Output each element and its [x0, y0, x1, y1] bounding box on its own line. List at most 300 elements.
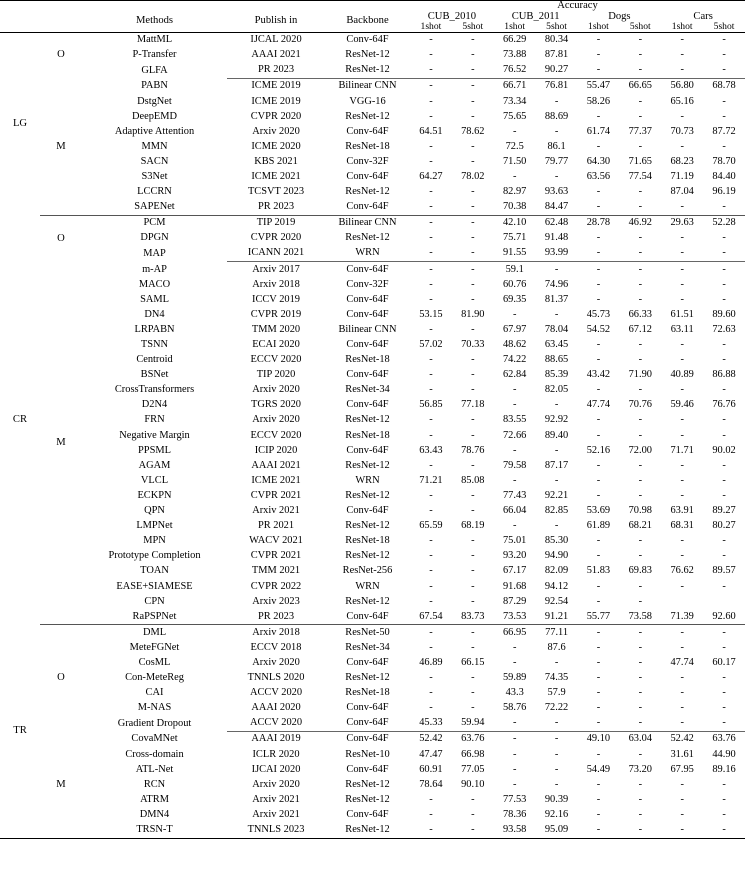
- table-row: [0, 48, 745, 63]
- accuracy-value: -: [638, 641, 643, 653]
- backbone-name: ResNet-12: [345, 64, 390, 76]
- accuracy-value: 68.31: [670, 520, 694, 532]
- accuracy-value: -: [596, 263, 601, 275]
- accuracy-value: -: [429, 34, 433, 46]
- accuracy-value: -: [638, 278, 643, 290]
- backbone-name: Bilinear CNN: [338, 217, 397, 229]
- method-name: DN4: [144, 308, 165, 320]
- publish-venue: PR 2023: [257, 201, 295, 213]
- publish-venue: Arxiv 2018: [252, 278, 300, 290]
- accuracy-value: -: [722, 672, 726, 684]
- publish-venue: IJCAI 2020: [251, 763, 301, 775]
- method-name: CPN: [144, 595, 165, 607]
- publish-venue: Arxiv 2021: [252, 808, 300, 820]
- accuracy-value: 59.46: [670, 399, 694, 411]
- accuracy-value: 66.95: [502, 626, 527, 638]
- group-label-lg: LG: [12, 117, 28, 129]
- accuracy-value: -: [638, 595, 643, 607]
- accuracy-value: -: [638, 656, 643, 668]
- accuracy-value: 62.48: [544, 217, 569, 229]
- method-name: MeteFGNet: [129, 641, 180, 653]
- backbone-name: Conv-64F: [346, 763, 389, 775]
- accuracy-value: -: [471, 155, 475, 167]
- publish-venue: TNNLS 2023: [247, 824, 305, 835]
- accuracy-value: 63.45: [544, 339, 569, 350]
- accuracy-value: -: [512, 748, 517, 760]
- accuracy-value: 73.20: [628, 763, 652, 775]
- publish-venue: Arxiv 2021: [252, 505, 300, 517]
- accuracy-value: -: [680, 672, 684, 684]
- backbone-name: Conv-64F: [346, 610, 389, 622]
- method-name: DstgNet: [137, 95, 172, 107]
- accuracy-value: -: [471, 414, 475, 426]
- accuracy-value: -: [638, 580, 643, 592]
- method-name: PABN: [141, 80, 168, 92]
- backbone-name: Bilinear CNN: [338, 80, 397, 92]
- accuracy-value: -: [429, 489, 433, 501]
- method-name: Gradient Dropout: [117, 717, 192, 729]
- accuracy-value: -: [471, 34, 475, 46]
- method-name: LMPNet: [136, 520, 173, 532]
- accuracy-value: -: [471, 232, 475, 244]
- accuracy-value: -: [596, 64, 601, 76]
- accuracy-value: 95.09: [544, 824, 569, 835]
- accuracy-value: -: [680, 232, 684, 244]
- group-label-tr: TR: [13, 725, 27, 737]
- method-name: Adaptive Attention: [114, 125, 195, 137]
- accuracy-value: -: [596, 384, 601, 396]
- publish-venue: Arxiv 2021: [252, 793, 300, 805]
- accuracy-value: -: [722, 49, 726, 61]
- table-row: [0, 671, 745, 686]
- accuracy-value: -: [722, 702, 726, 714]
- accuracy-value: -: [429, 232, 433, 244]
- table-row: [0, 458, 745, 473]
- accuracy-value: 59.89: [502, 672, 527, 684]
- table-row: [0, 63, 745, 79]
- accuracy-value: 92.60: [712, 610, 736, 622]
- accuracy-value: 49.10: [586, 733, 611, 745]
- table-row: [0, 368, 745, 383]
- accuracy-value: 52.42: [670, 733, 694, 745]
- accuracy-value: -: [638, 339, 643, 350]
- accuracy-value: -: [638, 793, 643, 805]
- accuracy-value: 76.76: [712, 399, 736, 411]
- publish-venue: Arxiv 2020: [252, 125, 300, 137]
- accuracy-value: 63.11: [670, 323, 694, 335]
- accuracy-value: 70.73: [670, 125, 694, 137]
- accuracy-value: 47.74: [670, 656, 694, 668]
- method-name: Centroid: [136, 354, 173, 366]
- accuracy-value: 73.34: [502, 95, 527, 107]
- method-name: BSNet: [140, 369, 169, 381]
- method-name: M-NAS: [137, 702, 172, 714]
- publish-venue: AAAI 2021: [251, 459, 301, 471]
- accuracy-value: -: [429, 550, 433, 562]
- accuracy-value: -: [429, 247, 433, 259]
- accuracy-value: -: [638, 702, 643, 714]
- accuracy-value: -: [722, 489, 726, 501]
- accuracy-value: 47.47: [419, 748, 443, 760]
- publish-venue: CVPR 2021: [250, 550, 302, 562]
- accuracy-value: -: [554, 170, 559, 182]
- accuracy-value: 75.65: [502, 110, 527, 122]
- method-name: MattML: [136, 34, 173, 46]
- accuracy-value: -: [638, 293, 643, 305]
- accuracy-value: -: [429, 293, 433, 305]
- accuracy-value: -: [512, 384, 517, 396]
- accuracy-value: 75.71: [502, 232, 527, 244]
- accuracy-value: -: [722, 429, 726, 441]
- accuracy-value: 69.35: [502, 293, 527, 305]
- accuracy-value: -: [429, 580, 433, 592]
- accuracy-value: 80.34: [544, 34, 569, 46]
- backbone-name: ResNet-18: [345, 429, 390, 441]
- accuracy-value: 46.92: [628, 217, 652, 229]
- accuracy-value: -: [429, 263, 433, 275]
- accuracy-value: 72.63: [712, 323, 736, 335]
- accuracy-value: -: [471, 459, 475, 471]
- accuracy-value: 53.15: [419, 308, 443, 320]
- accuracy-value: 52.16: [586, 444, 611, 456]
- backbone-name: ResNet-12: [345, 49, 390, 61]
- accuracy-value: -: [680, 489, 684, 501]
- accuracy-value: -: [680, 64, 684, 76]
- accuracy-value: -: [638, 110, 643, 122]
- accuracy-value: -: [722, 110, 726, 122]
- accuracy-value: -: [429, 354, 433, 366]
- accuracy-value: 79.58: [502, 459, 527, 471]
- accuracy-value: 43.3: [505, 687, 524, 699]
- accuracy-value: -: [638, 474, 643, 486]
- accuracy-value: 92.92: [544, 414, 569, 426]
- accuracy-value: 74.96: [544, 278, 569, 290]
- accuracy-value: -: [429, 687, 433, 699]
- accuracy-value: -: [471, 217, 475, 229]
- accuracy-value: -: [680, 263, 684, 275]
- accuracy-value: 76.62: [670, 565, 694, 577]
- accuracy-value: 77.37: [628, 125, 652, 137]
- accuracy-value: 67.12: [628, 323, 652, 335]
- method-name: PCM: [143, 217, 166, 229]
- accuracy-value: 59.94: [461, 717, 485, 729]
- accuracy-value: 29.63: [670, 217, 694, 229]
- backbone-name: ResNet-12: [345, 595, 390, 607]
- accuracy-value: 86.88: [712, 369, 736, 381]
- accuracy-value: -: [471, 278, 475, 290]
- accuracy-value: 72.66: [502, 429, 527, 441]
- accuracy-value: -: [638, 354, 643, 366]
- table-row: [0, 323, 745, 338]
- header-backbone: Backbone: [346, 15, 389, 27]
- accuracy-value: -: [680, 641, 684, 653]
- accuracy-value: 57.02: [419, 339, 443, 350]
- accuracy-value: 68.19: [461, 520, 485, 532]
- accuracy-value: 77.43: [502, 489, 527, 501]
- accuracy-value: 83.55: [502, 414, 527, 426]
- accuracy-value: -: [596, 339, 601, 350]
- accuracy-value: -: [638, 489, 643, 501]
- accuracy-value: 66.65: [628, 80, 652, 92]
- accuracy-value: 63.04: [628, 733, 652, 745]
- backbone-name: ResNet-12: [345, 520, 390, 532]
- accuracy-value: 57.9: [547, 687, 566, 699]
- method-name: QPN: [144, 505, 165, 517]
- backbone-name: Conv-32F: [346, 155, 389, 167]
- backbone-name: ResNet-18: [345, 354, 390, 366]
- accuracy-value: 92.21: [544, 489, 569, 501]
- accuracy-value: 71.90: [628, 369, 652, 381]
- accuracy-value: -: [512, 444, 517, 456]
- publish-venue: PR 2021: [257, 520, 295, 532]
- publish-venue: Arxiv 2020: [252, 656, 300, 668]
- accuracy-value: 90.02: [712, 444, 736, 456]
- accuracy-value: 73.58: [628, 610, 652, 622]
- accuracy-value: 62.84: [502, 369, 527, 381]
- table-row: [0, 33, 745, 48]
- accuracy-value: 88.65: [544, 354, 569, 366]
- accuracy-value: -: [680, 339, 684, 350]
- rule-line: [0, 838, 745, 839]
- method-name: ATRM: [140, 793, 169, 805]
- table-row: [0, 656, 745, 671]
- accuracy-value: -: [722, 626, 726, 638]
- accuracy-value: -: [638, 232, 643, 244]
- accuracy-value: -: [596, 34, 601, 46]
- accuracy-value: -: [512, 125, 517, 137]
- accuracy-value: 61.89: [586, 520, 611, 532]
- header-shot-3: 5shot: [546, 21, 567, 33]
- accuracy-value: 84.47: [544, 201, 569, 213]
- header-dataset-cub-2010: CUB_2010: [427, 10, 477, 22]
- subgroup-label-tr-m: M: [56, 778, 66, 790]
- accuracy-value: 91.21: [544, 610, 569, 622]
- publish-venue: TGRS 2020: [251, 399, 301, 411]
- accuracy-value: 87.6: [547, 641, 566, 653]
- accuracy-value: 85.39: [544, 369, 569, 381]
- method-name: m-AP: [142, 263, 167, 275]
- accuracy-value: 72.22: [544, 702, 569, 714]
- accuracy-value: -: [722, 535, 726, 547]
- accuracy-value: -: [471, 49, 475, 61]
- method-name: CovaMNet: [131, 733, 178, 745]
- accuracy-value: -: [512, 308, 517, 320]
- table-row: [0, 474, 745, 489]
- table-row: [0, 777, 745, 792]
- backbone-name: ResNet-10: [345, 748, 390, 760]
- table-row: [0, 139, 745, 154]
- accuracy-value: 64.30: [586, 155, 611, 167]
- table-row: [0, 246, 745, 262]
- method-name: CrossTransformers: [114, 384, 195, 396]
- table-row: [0, 216, 745, 231]
- method-name: SAPENet: [134, 201, 175, 213]
- accuracy-value: -: [554, 733, 559, 745]
- accuracy-value: -: [471, 293, 475, 305]
- accuracy-value: -: [471, 186, 475, 198]
- accuracy-value: 66.29: [502, 34, 527, 46]
- accuracy-value: -: [680, 626, 684, 638]
- accuracy-value: -: [429, 505, 433, 517]
- accuracy-value: -: [638, 64, 643, 76]
- accuracy-value: 90.39: [544, 793, 569, 805]
- accuracy-value: 78.04: [544, 323, 569, 335]
- accuracy-value: 63.56: [586, 170, 611, 182]
- accuracy-value: 93.99: [544, 247, 569, 259]
- accuracy-value: -: [471, 580, 475, 592]
- accuracy-value: 77.54: [628, 170, 652, 182]
- accuracy-value: -: [471, 354, 475, 366]
- accuracy-value: -: [512, 778, 517, 790]
- accuracy-value: 68.21: [628, 520, 652, 532]
- accuracy-value: 66.15: [461, 656, 485, 668]
- accuracy-value: 92.16: [544, 808, 569, 820]
- accuracy-value: 65.16: [670, 95, 694, 107]
- backbone-name: Conv-32F: [346, 278, 389, 290]
- accuracy-value: -: [722, 717, 726, 729]
- accuracy-value: 70.76: [628, 399, 652, 411]
- accuracy-value: -: [471, 247, 475, 259]
- accuracy-value: -: [554, 444, 559, 456]
- accuracy-value: -: [471, 595, 475, 607]
- accuracy-value: 78.76: [461, 444, 485, 456]
- publish-venue: Arxiv 2017: [252, 263, 300, 275]
- accuracy-value: -: [471, 793, 475, 805]
- table-row: [0, 534, 745, 549]
- backbone-name: Conv-64F: [346, 201, 389, 213]
- accuracy-value: 87.29: [502, 595, 527, 607]
- accuracy-value: -: [429, 323, 433, 335]
- publish-venue: TMM 2020: [251, 323, 301, 335]
- accuracy-value: -: [638, 34, 643, 46]
- method-name: RCN: [143, 778, 166, 790]
- backbone-name: ResNet-12: [345, 550, 390, 562]
- accuracy-value: 94.12: [544, 580, 569, 592]
- publish-venue: ICME 2019: [251, 95, 301, 107]
- accuracy-value: -: [722, 95, 726, 107]
- accuracy-value: -: [429, 217, 433, 229]
- accuracy-value: -: [429, 64, 433, 76]
- accuracy-value: 89.16: [712, 763, 736, 775]
- accuracy-value: -: [722, 339, 726, 350]
- accuracy-value: -: [429, 80, 433, 92]
- accuracy-value: -: [722, 580, 726, 592]
- table-row: [0, 170, 745, 185]
- accuracy-value: -: [429, 140, 433, 152]
- method-name: DeepEMD: [131, 110, 177, 122]
- publish-venue: ICME 2021: [251, 170, 301, 182]
- publish-venue: AAAI 2019: [251, 733, 301, 745]
- accuracy-value: -: [680, 414, 684, 426]
- accuracy-value: [661, 594, 703, 609]
- accuracy-value: -: [596, 656, 601, 668]
- table-row: [0, 428, 745, 443]
- accuracy-value: -: [554, 308, 559, 320]
- header-shot-1: 5shot: [462, 21, 484, 33]
- accuracy-value: -: [638, 808, 643, 820]
- table-bottom-rule: [0, 838, 745, 839]
- table-row: [0, 641, 745, 656]
- header-dataset-cars: Cars: [693, 10, 713, 22]
- method-name: TOAN: [140, 565, 169, 577]
- accuracy-value: 70.33: [461, 339, 485, 350]
- accuracy-value: -: [596, 49, 601, 61]
- accuracy-value: -: [596, 201, 601, 213]
- accuracy-value: -: [680, 384, 684, 396]
- method-name: ECKPN: [137, 489, 172, 501]
- table-row: [0, 292, 745, 307]
- accuracy-value: -: [512, 641, 517, 653]
- publish-venue: PR 2023: [257, 64, 295, 76]
- accuracy-value: 82.05: [544, 384, 569, 396]
- method-name: DML: [142, 626, 167, 638]
- publish-venue: ICME 2020: [251, 140, 301, 152]
- backbone-name: Conv-64F: [346, 308, 389, 320]
- accuracy-value: -: [638, 672, 643, 684]
- accuracy-value: -: [722, 414, 726, 426]
- accuracy-value: -: [596, 717, 601, 729]
- accuracy-value: -: [722, 278, 726, 290]
- publish-venue: Arxiv 2018: [252, 626, 300, 638]
- accuracy-value: -: [680, 34, 684, 46]
- accuracy-value: -: [680, 140, 684, 152]
- accuracy-value: 66.04: [502, 505, 527, 517]
- accuracy-value: 82.97: [502, 186, 527, 198]
- accuracy-value: 64.27: [419, 170, 443, 182]
- accuracy-value: -: [471, 824, 475, 835]
- accuracy-value: 71.50: [502, 155, 527, 167]
- accuracy-value: -: [596, 278, 601, 290]
- accuracy-value: -: [471, 565, 475, 577]
- publish-venue: ECCV 2018: [250, 641, 302, 653]
- accuracy-value: -: [722, 550, 726, 562]
- publish-venue: Arxiv 2020: [252, 778, 300, 790]
- accuracy-value: 93.63: [544, 186, 569, 198]
- accuracy-value: -: [680, 201, 684, 213]
- accuracy-value: 76.52: [502, 64, 527, 76]
- publish-venue: ECAI 2020: [252, 339, 300, 350]
- accuracy-value: 87.04: [670, 186, 694, 198]
- method-name: P-Transfer: [132, 49, 177, 61]
- backbone-name: ResNet-12: [345, 232, 390, 244]
- accuracy-value: 74.22: [502, 354, 527, 366]
- accuracy-value: -: [471, 64, 475, 76]
- accuracy-value: 70.98: [628, 505, 652, 517]
- header-shot-7: 5shot: [713, 21, 735, 33]
- accuracy-value: -: [429, 278, 433, 290]
- accuracy-value: -: [429, 95, 433, 107]
- accuracy-value: 52.42: [419, 733, 443, 745]
- header-shot-5: 5shot: [629, 21, 651, 33]
- table-row: [0, 549, 745, 564]
- accuracy-value: 71.19: [670, 170, 694, 182]
- accuracy-value: -: [429, 808, 433, 820]
- accuracy-value: 85.30: [544, 535, 569, 547]
- accuracy-value: -: [429, 414, 433, 426]
- accuracy-value: -: [596, 186, 601, 198]
- backbone-name: Bilinear CNN: [338, 323, 397, 335]
- backbone-name: ResNet-12: [345, 824, 390, 835]
- backbone-name: Conv-64F: [346, 656, 389, 668]
- accuracy-value: -: [638, 247, 643, 259]
- table-row: [0, 262, 745, 277]
- publish-venue: CVPR 2020: [250, 110, 302, 122]
- backbone-name: Conv-64F: [346, 339, 389, 350]
- accuracy-value: -: [680, 293, 684, 305]
- table-row: [0, 732, 745, 747]
- backbone-name: WRN: [355, 580, 380, 592]
- header-methods: Methods: [135, 15, 174, 27]
